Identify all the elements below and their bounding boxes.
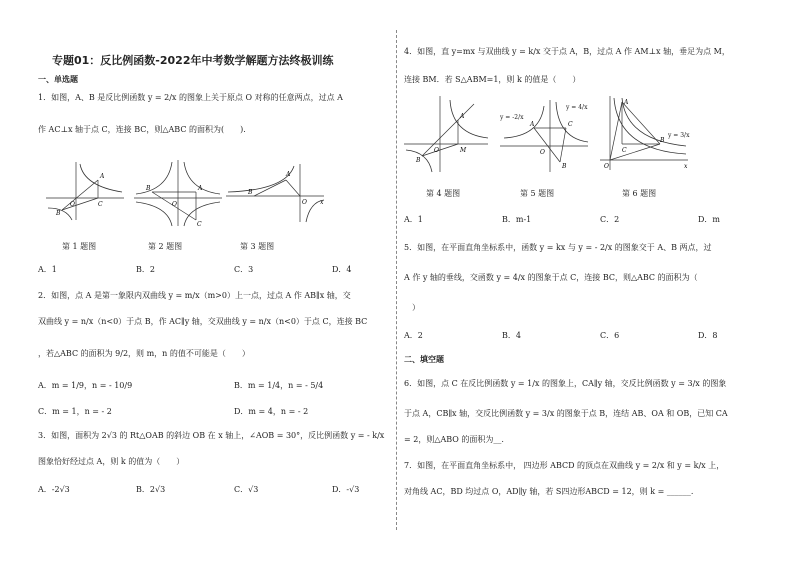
figure-q1 [46, 160, 126, 222]
q5-line2: A 作 y 轴的垂线，交函数 y = 4/x 的图象于点 C，连接 BC，则△ABC 的面积为（ [404, 273, 698, 282]
q3-option-b[interactable]: B．2√3 [136, 485, 166, 494]
caption-fig2: 第 2 题图 [148, 242, 183, 251]
q4-option-c[interactable]: C．2 [600, 215, 620, 224]
q1-options [38, 264, 390, 275]
q5-line1: 5．如图，在平面直角坐标系中，函数 y = kx 与 y = - 2/x 的图象交于 A、B 两点，过 [404, 243, 712, 252]
svg-text:A: A [530, 121, 535, 128]
section-fill-blank: 二、填空题 [404, 355, 444, 364]
q2-option-c[interactable]: C．m = 1，n = - 2 [38, 407, 112, 416]
q4-line2: 连接 BM．若 S△ABM=1，则 k 的值是（ ） [404, 75, 581, 84]
svg-text:A: A [460, 113, 465, 120]
q5-options [404, 330, 764, 341]
svg-text:A: A [100, 173, 105, 180]
q6-line1: 6．如图，点 C 在反比例函数 y = 1/x 的图象上，CA∥y 轴，交反比例函数 y = 3/x 的图象 [404, 379, 727, 388]
q3-line1: 3．如图，面积为 2√3 的 Rt△OAB 的斜边 OB 在 x 轴上，∠AOB = 30°，反比例函数 y = - k/x [38, 431, 385, 440]
svg-text:A: A [624, 99, 629, 106]
q3-option-a[interactable]: A．-2√3 [38, 485, 70, 494]
q6-line2: 于点 A，CB∥x 轴，交反比例函数 y = 3/x 的图象于点 B，连结 AB、OA 和 OB，已知 CA [404, 409, 728, 418]
caption-fig4: 第 4 题图 [426, 189, 461, 198]
q1-option-d[interactable]: D．4 [332, 265, 352, 274]
svg-text:x: x [684, 163, 688, 170]
q5-option-a[interactable]: A．2 [404, 331, 423, 340]
fig5-label-left: y = -2/x [500, 114, 524, 121]
q2-option-a[interactable]: A．m = 1/9，n = - 10/9 [38, 381, 133, 390]
q1-option-a[interactable]: A．1 [38, 265, 57, 274]
svg-text:O: O [70, 201, 75, 208]
figure-q3 [226, 162, 326, 224]
q2-line1: 2．如图，点 A 是第一象限内双曲线 y = m/x（m>0）上一点，过点 A 作 AB∥x 轴，交 [38, 291, 351, 300]
caption-fig6: 第 6 题图 [622, 189, 657, 198]
q5-line3: ） [404, 303, 420, 312]
q2-line2: 双曲线 y = n/x（n<0）于点 B，作 AC∥y 轴，交双曲线 y = n/x（n<0）于点 C，连接 BC [38, 317, 368, 326]
svg-text:B: B [248, 189, 253, 196]
q4-option-b[interactable]: B．m-1 [502, 215, 532, 224]
q2-option-d[interactable]: D．m = 4，n = - 2 [234, 407, 309, 416]
fig6-label: y = 3/x [668, 132, 690, 139]
svg-text:O: O [302, 199, 307, 206]
svg-text:x: x [320, 199, 324, 206]
caption-fig5: 第 5 题图 [520, 189, 555, 198]
q2-line3: ，若△ABC 的面积为 9/2，则 m，n 的值不可能是（ ） [38, 349, 250, 358]
svg-text:B: B [416, 157, 421, 164]
svg-text:B: B [562, 163, 567, 170]
q4-options [404, 214, 764, 225]
q5-option-c[interactable]: C．6 [600, 331, 620, 340]
q5-option-b[interactable]: B．4 [502, 331, 521, 340]
q3-option-c[interactable]: C．√3 [234, 485, 259, 494]
q1-option-b[interactable]: B．2 [136, 265, 155, 274]
svg-text:C: C [568, 121, 573, 128]
svg-text:C: C [197, 221, 202, 228]
column-divider [396, 30, 397, 530]
q7-line1: 7．如图，在平面直角坐标系中， 四边形 ABCD 的顶点在双曲线 y = 2/x 和 y = k/x 上， [404, 461, 725, 470]
svg-text:O: O [540, 149, 545, 156]
q2-options-row1 [38, 380, 390, 391]
q6-line3: = 2，则△ABO 的面积为__. [404, 435, 504, 444]
q3-option-d[interactable]: D．-√3 [332, 485, 360, 494]
q4-option-d[interactable]: D．m [698, 215, 720, 224]
figure-q2 [134, 158, 224, 228]
q1-option-c[interactable]: C．3 [234, 265, 254, 274]
svg-text:C: C [622, 147, 627, 154]
right-column [404, 0, 764, 561]
svg-text:A: A [286, 171, 291, 178]
svg-text:B: B [146, 185, 151, 192]
caption-fig1: 第 1 题图 [62, 242, 97, 251]
q2-option-b[interactable]: B．m = 1/4，n = - 5/4 [234, 381, 324, 390]
svg-text:B: B [660, 137, 665, 144]
fig5-label-top: y = 4/x [566, 104, 588, 111]
svg-text:O: O [434, 147, 439, 154]
svg-text:A: A [198, 185, 203, 192]
svg-text:M: M [460, 147, 467, 154]
left-column [38, 0, 390, 561]
q2-options-row2 [38, 406, 390, 417]
svg-text:O: O [172, 201, 177, 208]
figure-q4 [404, 94, 490, 174]
caption-fig3: 第 3 题图 [240, 242, 275, 251]
q5-option-d[interactable]: D．8 [698, 331, 718, 340]
q7-line2: 对角线 AC，BD 均过点 O，AD∥y 轴，若 S四边形ABCD = 12，则 k = ______. [404, 487, 694, 496]
section-single-choice: 一、单选题 [38, 75, 78, 84]
q4-option-a[interactable]: A．1 [404, 215, 423, 224]
q4-line1: 4．如图，直 y=mx 与双曲线 y = k/x 交于点 A，B，过点 A 作 AM⊥x 轴，垂足为点 M， [404, 47, 730, 56]
page-title: 专题01：反比例函数-2022年中考数学解题方法终极训练 [52, 54, 334, 67]
svg-text:B: B [56, 210, 61, 217]
svg-text:O: O [604, 163, 609, 170]
q1-line2: 作 AC⊥x 轴于点 C，连接 BC，则△ABC 的面积为( ). [38, 125, 246, 134]
q3-line2: 图象恰好经过点 A，则 k 的值为（ ） [38, 457, 185, 466]
svg-text:C: C [98, 201, 103, 208]
q1-line1: 1．如图，A、B 是反比例函数 y = 2/x 的图象上关于原点 O 对称的任意两点，过点 A [38, 93, 343, 102]
q3-options [38, 484, 390, 495]
